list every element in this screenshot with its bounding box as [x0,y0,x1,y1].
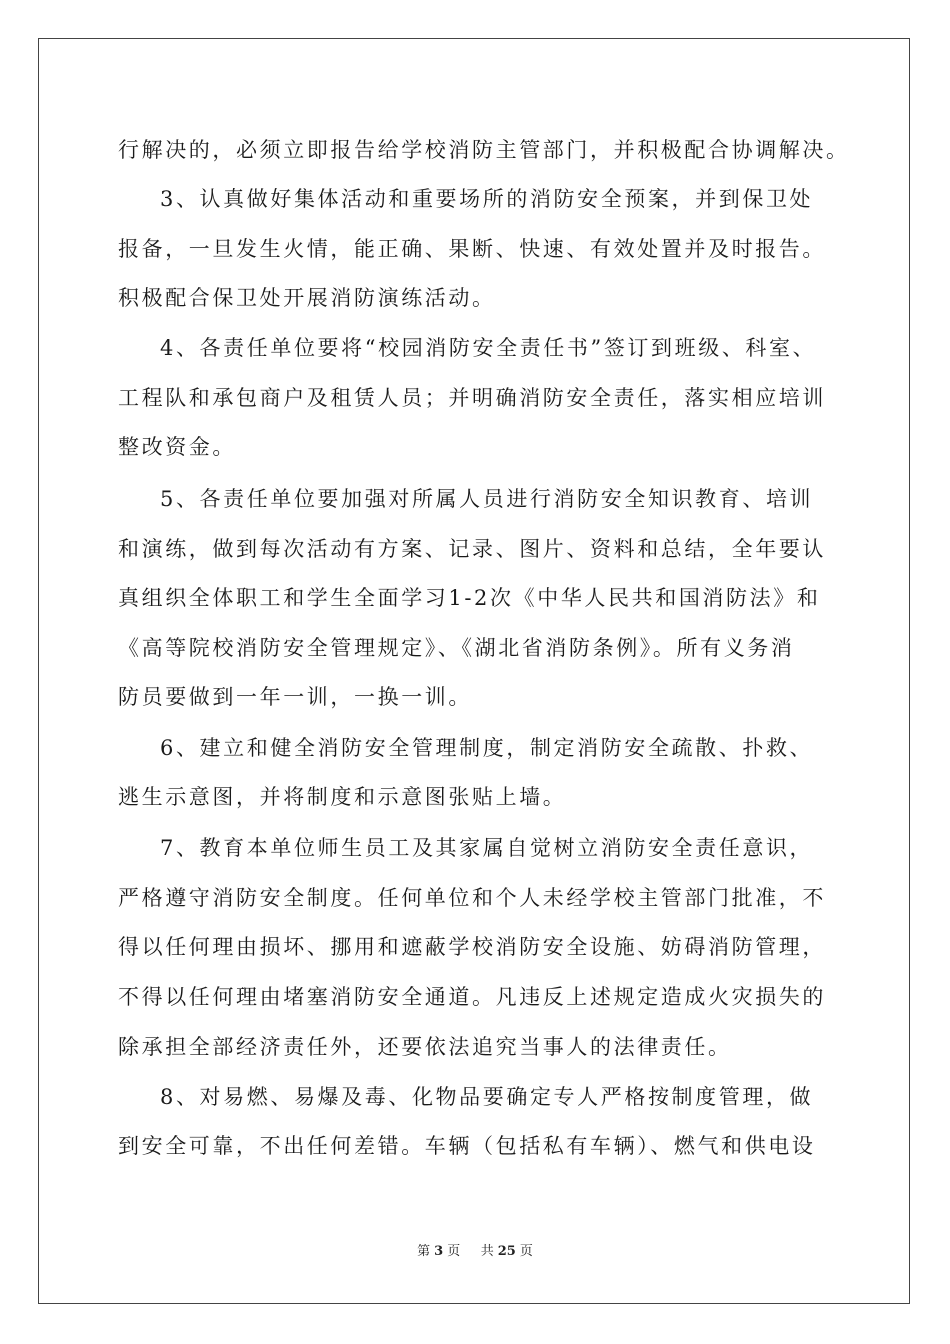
text-line: 不得以任何理由堵塞消防安全通道。凡违反上述规定造成火灾损失的 [118,985,826,1009]
text-line: 3、认真做好集体活动和重要场所的消防安全预案，并到保卫处 [160,187,814,211]
text-line: 行解决的，必须立即报告给学校消防主管部门，并积极配合协调解决。 [118,138,850,162]
page-footer [0,1240,950,1259]
footer-total-unit: 页 [519,1244,533,1259]
footer-prefix: 第 [417,1244,431,1259]
text-line: 得以任何理由损坏、挪用和遮蔽学校消防安全设施、妨碍消防管理， [118,935,826,959]
text-line: 工程队和承包商户及租赁人员；并明确消防安全责任，落实相应培训 [118,386,826,410]
text-line: 和演练，做到每次活动有方案、记录、图片、资料和总结，全年要认 [118,537,826,561]
text-line: 真组织全体职工和学生全面学习1-2次《中华人民共和国消防法》和 [118,586,821,610]
text-line: 《高等院校消防安全管理规定》、《湖北省消防条例》。所有义务消 [118,636,795,660]
current-page-number: 3 [434,1244,444,1259]
text-line: 5、各责任单位要加强对所属人员进行消防安全知识教育、培训 [160,487,814,511]
footer-page-unit: 页 [447,1244,461,1259]
page-border [38,38,910,1304]
text-line: 报备，一旦发生火情，能正确、果断、快速、有效处置并及时报告。 [118,237,826,261]
text-line: 到安全可靠，不出任何差错。车辆（包括私有车辆）、燃气和供电设 [118,1134,816,1158]
text-line: 4、各责任单位要将“校园消防安全责任书”签订到班级、科室、 [160,336,817,360]
text-line: 6、建立和健全消防安全管理制度，制定消防安全疏散、扑救、 [160,736,814,760]
text-line: 除承担全部经济责任外，还要依法追究当事人的法律责任。 [118,1035,732,1059]
text-line: 逃生示意图，并将制度和示意图张贴上墙。 [118,785,567,809]
total-pages-number: 25 [497,1244,516,1259]
text-line: 积极配合保卫处开展消防演练活动。 [118,286,496,310]
text-line: 7、教育本单位师生员工及其家属自觉树立消防安全责任意识， [160,836,814,860]
text-line: 防员要做到一年一训，一换一训。 [118,685,472,709]
text-line: 8、对易燃、易爆及毒、化物品要确定专人严格按制度管理，做 [160,1085,814,1109]
text-line: 严格遵守消防安全制度。任何单位和个人未经学校主管部门批准，不 [118,886,826,910]
footer-total-prefix: 共 [480,1244,494,1259]
text-line: 整改资金。 [118,435,236,459]
